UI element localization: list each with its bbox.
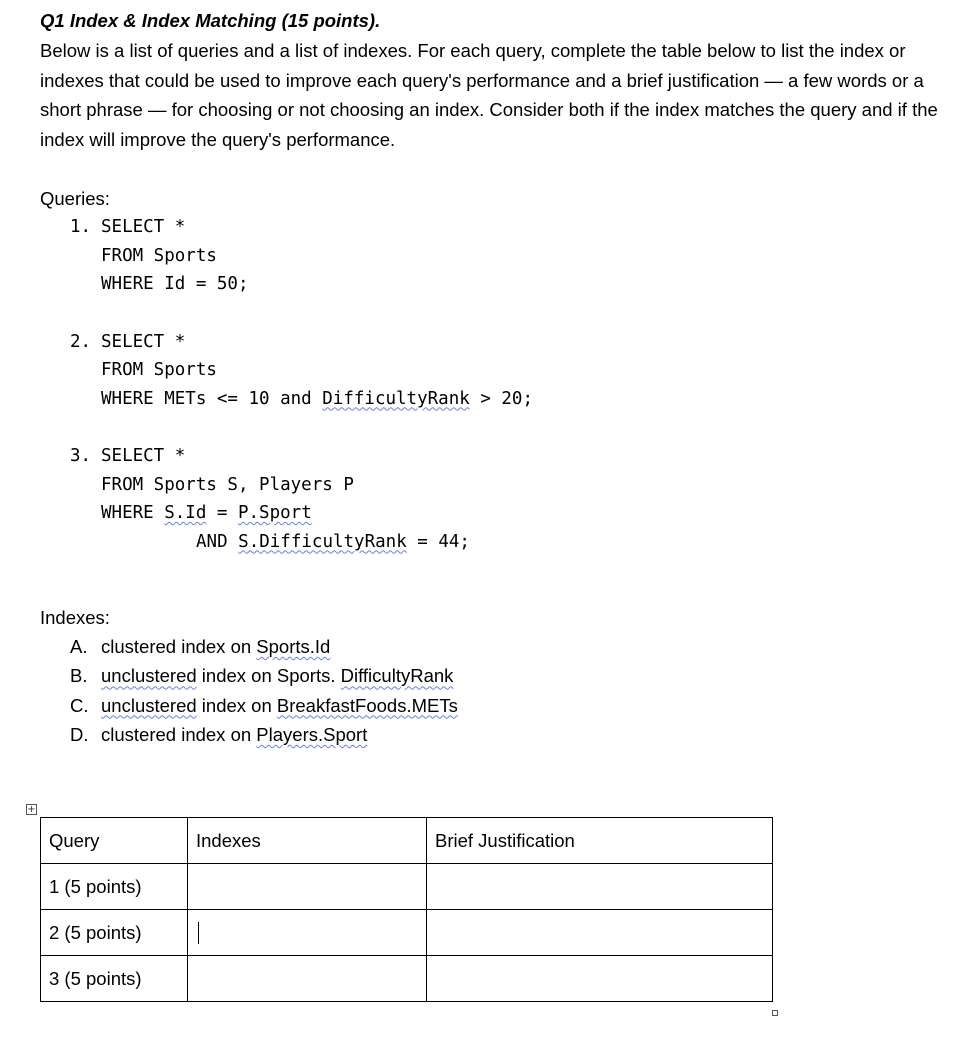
query-number: 3.	[70, 446, 92, 466]
query-number: 1.	[70, 217, 92, 237]
header-justification[interactable]: Brief Justification	[427, 818, 773, 864]
row-indexes-cell[interactable]	[188, 956, 427, 1002]
row-justification-cell[interactable]	[427, 956, 773, 1002]
query-where: WHERE Id = 50;	[101, 274, 249, 294]
row-justification-cell[interactable]	[427, 910, 773, 956]
index-letter: B.	[70, 665, 88, 687]
index-letter: C.	[70, 694, 89, 716]
answer-table	[40, 817, 773, 1002]
index-option-c	[70, 691, 960, 720]
query-3	[70, 442, 960, 556]
query-where	[70, 499, 960, 528]
table-row	[41, 956, 773, 1002]
index-list	[70, 632, 960, 749]
query-and-text: AND	[196, 531, 239, 552]
answer-table-container	[40, 817, 773, 1002]
table-header-row	[41, 818, 773, 864]
query-number: 2.	[70, 331, 92, 352]
query-from: FROM Sports	[101, 245, 217, 266]
query-select: SELECT *	[101, 217, 186, 237]
table-row	[41, 910, 773, 956]
row-query-cell[interactable]: 2 (5 points)	[41, 910, 188, 956]
table-resize-handle[interactable]	[772, 1010, 778, 1016]
document-page	[40, 8, 960, 749]
index-letter: D.	[70, 723, 89, 745]
queries-label: Queries:	[40, 188, 110, 209]
header-indexes[interactable]: Indexes	[188, 818, 427, 864]
spellcheck-word: P.Sport	[237, 503, 312, 523]
spellcheck-word: S.Id	[164, 503, 207, 523]
row-justification-cell[interactable]	[427, 864, 773, 910]
query-where-text: > 20;	[469, 388, 533, 409]
spellcheck-word: BreakfastFoods.METs	[276, 694, 458, 716]
query-where-text: WHERE	[101, 503, 165, 523]
index-option-b	[70, 661, 960, 690]
table-move-handle-icon[interactable]: +	[27, 804, 36, 815]
row-indexes-cell[interactable]	[188, 864, 427, 910]
index-option-d	[70, 720, 960, 749]
query-select: SELECT *	[101, 446, 186, 466]
spellcheck-word: S.DifficultyRank	[238, 531, 407, 552]
index-option-a	[70, 632, 960, 661]
header-query[interactable]: Query	[41, 818, 188, 864]
index-text: clustered index on	[101, 723, 257, 745]
query-select: SELECT *	[101, 331, 186, 352]
spellcheck-word: unclustered	[101, 694, 197, 716]
index-letter: A.	[70, 636, 88, 657]
query-and-text: = 44;	[406, 531, 470, 552]
query-where-text: =	[206, 503, 238, 523]
query-from: FROM Sports S, Players P	[101, 474, 354, 495]
query-and	[70, 528, 960, 557]
query-where	[70, 385, 960, 414]
row-query-cell[interactable]: 1 (5 points)	[41, 864, 188, 910]
table-row	[41, 864, 773, 910]
text-cursor	[198, 922, 199, 944]
index-text: index on Sports.	[196, 665, 341, 687]
query-2	[70, 328, 960, 414]
spellcheck-word: unclustered	[101, 665, 197, 687]
row-query-cell[interactable]: 3 (5 points)	[41, 956, 188, 1002]
question-heading: Q1 Index & Index Matching (15 points).	[40, 10, 381, 31]
spellcheck-word: DifficultyRank	[340, 665, 454, 687]
index-text: clustered index on	[101, 636, 257, 657]
query-from: FROM Sports	[101, 360, 217, 380]
query-1	[70, 213, 960, 299]
index-text: index on	[196, 694, 277, 716]
spellcheck-word: Players.Sport	[256, 723, 368, 745]
spellcheck-word: Sports.Id	[256, 636, 331, 657]
row-indexes-cell-active[interactable]	[188, 910, 427, 956]
question-instructions: Below is a list of queries and a list of indexes. For each query, complete the table below to list the index or indexes that could be used to improve each query's performance and a brief justification — a few words or a short phrase — for choosing or not choosing an index. Consider both if the index matches the query and if the index will improve the query's performance.	[40, 40, 938, 150]
spellcheck-word: DifficultyRank	[322, 388, 470, 409]
indexes-label: Indexes:	[40, 607, 110, 628]
query-where-text: WHERE METs <= 10 and	[101, 388, 323, 409]
